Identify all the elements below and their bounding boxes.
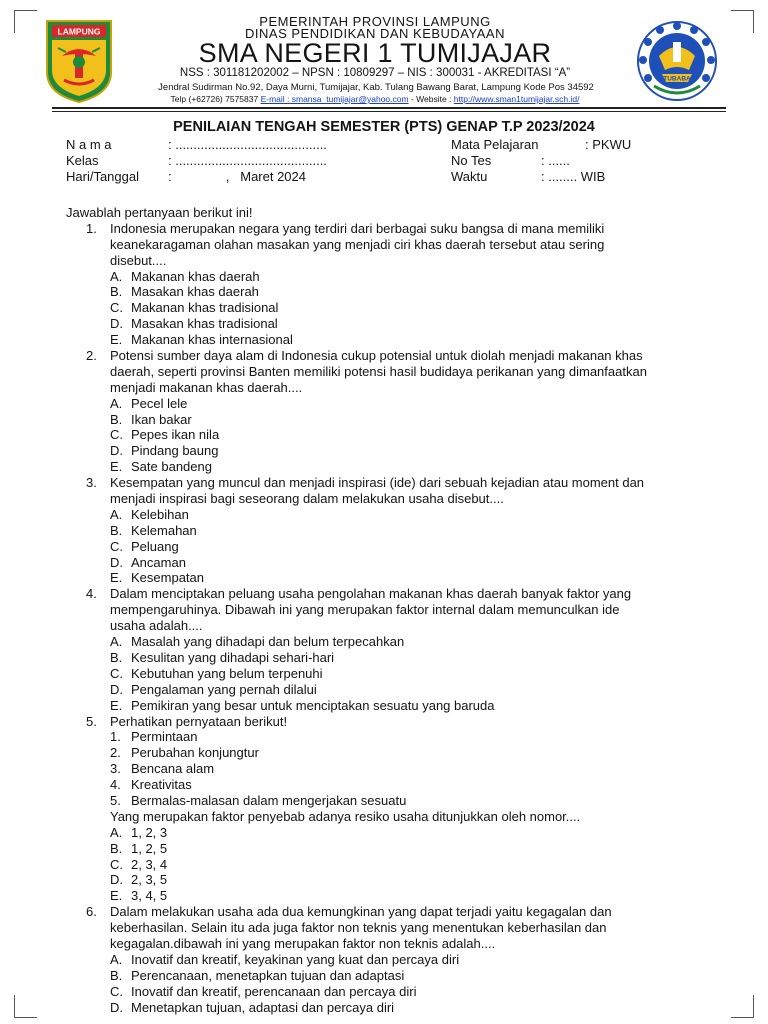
option-letter: B. (110, 411, 123, 427)
statement-number: 1. (110, 729, 121, 745)
option-letter: B. (110, 649, 123, 665)
option-letter: A. (110, 951, 123, 967)
statement-text: Permintaan (131, 729, 198, 745)
option-item (66, 1000, 716, 1016)
option-text: Pepes ikan nila (131, 427, 220, 443)
option-text: Kebutuhan yang belum terpenuhi (131, 665, 323, 681)
option-text: Makanan khas internasional (131, 332, 293, 348)
question-number: 5. (86, 713, 97, 729)
statement-item (66, 777, 716, 793)
header-rule-thick (52, 107, 726, 109)
school-email-link[interactable]: E-mail : smansa_tumijajar@yahoo.com (260, 94, 409, 104)
option-letter: D. (110, 554, 123, 570)
option-letter: C. (110, 983, 123, 999)
option-item (66, 650, 716, 666)
option-text: Pengalaman yang pernah dilalui (131, 681, 317, 697)
option-letter: A. (110, 506, 123, 522)
label-mata-pelajaran: Mata Pelajaran (451, 137, 539, 152)
logo-right-label: TUBABA (663, 75, 691, 83)
option-letter: D. (110, 681, 123, 697)
question-3 (66, 475, 716, 491)
option-letter: D. (110, 872, 123, 888)
option-item (66, 841, 716, 857)
crop-mark-bottom-right (731, 995, 754, 1018)
option-item (66, 269, 716, 285)
instruction-text: Jawablah pertanyaan berikut ini! (66, 205, 253, 220)
school-name: SMA NEGERI 1 TUMIJAJAR (198, 38, 552, 68)
option-text: Masakan khas daerah (131, 284, 259, 300)
option-text: Kelebihan (131, 506, 189, 522)
option-text: Kesulitan yang dihadapi sehari-hari (131, 649, 335, 665)
option-letter: A. (110, 395, 123, 411)
option-item (66, 316, 716, 332)
school-phone: Telp (+62726) 7575837 (170, 94, 259, 104)
option-item (66, 427, 716, 443)
option-text: Inovatif dan kreatif, keyakinan yang kuat dan percaya diri (131, 951, 460, 967)
value-no-tes: : ...... (541, 153, 570, 168)
option-letter: A. (110, 634, 123, 650)
option-text: Ancaman (131, 554, 186, 570)
option-item (66, 332, 716, 348)
statement-number: 3. (110, 761, 121, 777)
school-website-link[interactable]: http://www.sman1tumijajar.sch.id/ (453, 94, 580, 104)
statement-item (66, 761, 716, 777)
option-text: Menetapkan tujuan, adaptasi dan percaya diri (131, 999, 395, 1015)
label-nama: N a m a (66, 137, 112, 152)
crop-mark-bottom-left (14, 995, 37, 1018)
option-letter: D. (110, 443, 123, 459)
option-text: Masalah yang dihadapi dan belum terpecahkan (131, 634, 405, 650)
question-number: 1. (86, 220, 97, 236)
option-item (66, 555, 716, 571)
question-text: Kesempatan yang muncul dan menjadi inspirasi (ide) dari sebuah kejadian atau moment dan (110, 475, 645, 491)
option-item (66, 523, 716, 539)
option-letter: E. (110, 459, 123, 475)
school-contact (120, 94, 630, 104)
option-item (66, 888, 716, 904)
value-nama: : .......................................... (168, 137, 327, 152)
option-text: Perencanaan, menetapkan tujuan dan adaptasi (131, 967, 405, 983)
option-letter: E. (110, 888, 123, 904)
option-letter: D. (110, 316, 123, 332)
header-department: DINAS PENDIDIKAN DAN KEBUDAYAAN (245, 26, 505, 41)
question-text: daerah, seperti provinsi Banten memiliki potensi hasil budidaya perikanan yang dimanfaatkan (110, 363, 647, 379)
statement-item (66, 745, 716, 761)
option-item (66, 507, 716, 523)
statement-item (66, 793, 716, 809)
website-separator: - Website : (408, 94, 454, 104)
value-kelas: : .......................................... (168, 153, 327, 168)
statement-number: 5. (110, 792, 121, 808)
option-item (66, 539, 716, 555)
option-letter: A. (110, 824, 123, 840)
option-text: Masakan khas tradisional (131, 316, 278, 332)
question-1 (66, 221, 716, 237)
question-text: Yang merupakan faktor penyebab adanya resiko usaha ditunjukkan oleh nomor.... (110, 808, 581, 824)
option-item (66, 570, 716, 586)
option-text: 2, 3, 4 (131, 856, 168, 872)
option-item (66, 984, 716, 1000)
logo-left-label: LAMPUNG (57, 26, 101, 37)
statement-text: Kreativitas (131, 777, 192, 793)
option-letter: B. (110, 967, 123, 983)
option-text: Kesempatan (131, 570, 204, 586)
question-2 (66, 348, 716, 364)
question-number: 4. (86, 586, 97, 602)
school-ids: NSS : 301181202002 – NPSN : 10809297 – NIS : 300031 - AKREDITASI “A” (179, 67, 571, 79)
question-text: Dalam melakukan usaha ada dua kemungkinan yang dapat terjadi yaitu kegagalan dan (110, 904, 612, 920)
option-letter: C. (110, 856, 123, 872)
option-letter: C. (110, 538, 123, 554)
option-item (66, 396, 716, 412)
question-number: 3. (86, 475, 97, 491)
option-item (66, 857, 716, 873)
question-text: Dalam menciptakan peluang usaha pengolahan makanan khas daerah banyak faktor yang (110, 586, 632, 602)
option-item (66, 284, 716, 300)
option-letter: E. (110, 332, 123, 348)
question-4 (66, 586, 716, 602)
label-waktu: Waktu (451, 169, 488, 184)
option-letter: B. (110, 522, 123, 538)
question-text: keberhasilan. Selain itu ada juga faktor non teknis yang menentukan keberhasilan dan (110, 920, 607, 936)
option-letter: E. (110, 570, 123, 586)
question-text: mempengaruhinya. Dibawah ini yang merupakan faktor internal dalam memunculkan ide (110, 602, 620, 618)
value-waktu: : ........ WIB (541, 169, 606, 184)
question-number: 6. (86, 904, 97, 920)
option-text: Peluang (131, 538, 179, 554)
option-text: Makanan khas daerah (131, 268, 260, 284)
lampung-crest-logo (44, 18, 114, 104)
statement-text: Bencana alam (131, 761, 215, 777)
crop-mark-top-left (14, 10, 37, 33)
option-letter: C. (110, 427, 123, 443)
option-letter: B. (110, 284, 123, 300)
question-text: Indonesia merupakan negara yang terdiri dari berbagai suku bangsa di mana memiliki (110, 220, 605, 236)
label-hari-tanggal: Hari/Tanggal (66, 169, 139, 184)
question-text: keanekaragaman olahan masakan yang menjadi ciri khas daerah tersebut atau sering (110, 236, 605, 252)
option-text: 3, 4, 5 (131, 888, 168, 904)
option-item (66, 412, 716, 428)
label-no-tes: No Tes (451, 153, 492, 168)
option-item (66, 634, 716, 650)
option-letter: D. (110, 999, 123, 1015)
option-text: Kelemahan (131, 522, 197, 538)
option-item (66, 666, 716, 682)
header-rule-thin (52, 111, 726, 112)
school-address: Jendral Sudirman No.92, Daya Murni, Tumijajar, Kab. Tulang Bawang Barat, Lampung Kode Pos 34592 (158, 82, 594, 93)
question-text: Potensi sumber daya alam di Indonesia cukup potensial untuk diolah menjadi makanan khas (110, 348, 643, 364)
option-item (66, 872, 716, 888)
option-text: Ikan bakar (131, 411, 192, 427)
crop-mark-top-right (731, 10, 754, 33)
option-item (66, 968, 716, 984)
question-body (66, 205, 716, 1015)
question-6 (66, 904, 716, 920)
option-text: Pindang baung (131, 443, 219, 459)
question-5 (66, 714, 716, 730)
option-letter: B. (110, 840, 123, 856)
option-item (66, 300, 716, 316)
option-text: Makanan khas tradisional (131, 300, 279, 316)
question-text: menjadi makanan khas daerah.... (110, 379, 303, 395)
statement-number: 4. (110, 777, 121, 793)
label-kelas: Kelas (66, 153, 99, 168)
option-text: 1, 2, 3 (131, 824, 168, 840)
statement-text: Bermalas-malasan dalam mengerjakan sesuatu (131, 792, 407, 808)
option-text: Sate bandeng (131, 459, 212, 475)
option-item (66, 698, 716, 714)
question-text: kegagalan.dibawah ini yang merupakan faktor non teknis adalah.... (110, 935, 496, 951)
value-mata-pelajaran: : PKWU (585, 137, 632, 152)
option-item (66, 443, 716, 459)
option-item (66, 682, 716, 698)
option-letter: C. (110, 300, 123, 316)
option-text: 2, 3, 5 (131, 872, 168, 888)
option-item (66, 952, 716, 968)
option-item (66, 459, 716, 475)
option-text: Pemikiran yang besar untuk menciptakan sesuatu yang baruda (131, 697, 495, 713)
option-text: Pecel lele (131, 395, 188, 411)
option-text: 1, 2, 5 (131, 840, 168, 856)
question-text: Perhatikan pernyataan berikut! (110, 713, 288, 729)
question-text: disebut.... (110, 252, 167, 268)
option-item (66, 825, 716, 841)
option-letter: E. (110, 697, 123, 713)
exam-title: PENILAIAN TENGAH SEMESTER (PTS) GENAP T.P 2023/2024 (173, 119, 595, 135)
statement-number: 2. (110, 745, 121, 761)
tubaba-crest-logo (636, 20, 718, 102)
option-text: Inovatif dan kreatif, perencanaan dan percaya diri (131, 983, 417, 999)
option-letter: C. (110, 665, 123, 681)
question-text: menjadi inspirasi bagi seseorang dalam melakukan usaha disebut.... (110, 491, 504, 507)
question-number: 2. (86, 348, 97, 364)
statement-text: Perubahan konjungtur (131, 745, 259, 761)
option-letter: A. (110, 268, 123, 284)
value-hari-tanggal: : , Maret 2024 (168, 169, 306, 184)
question-text: usaha adalah.... (110, 618, 203, 634)
header-government: PEMERINTAH PROVINSI LAMPUNG (259, 14, 491, 29)
statement-item (66, 729, 716, 745)
